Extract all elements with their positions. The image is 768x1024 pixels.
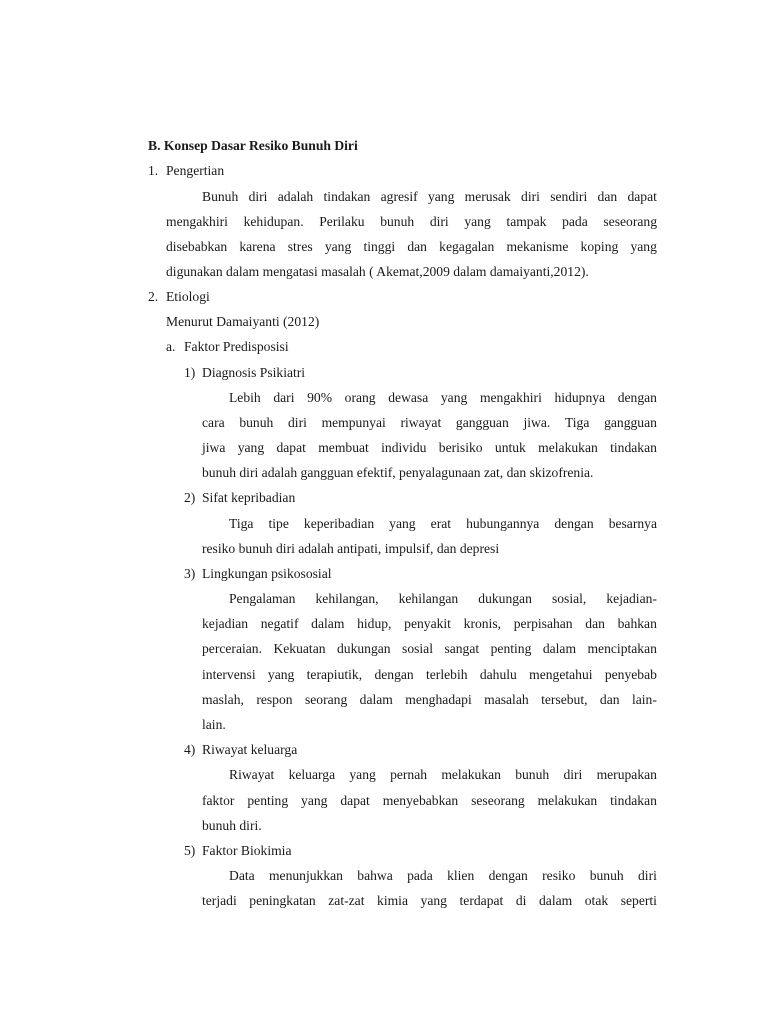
section-heading: B. Konsep Dasar Resiko Bunuh Diri [148, 138, 358, 153]
item-number: 2. [148, 289, 159, 304]
factor-line: lain. [202, 717, 226, 732]
factor-number: 1) [184, 365, 196, 380]
factor-title: Diagnosis Psikiatri [202, 365, 306, 380]
item-number: 1. [148, 163, 159, 178]
factor-title: Lingkungan psikososial [202, 566, 332, 581]
factor-line: Data menunjukkan bahwa pada klien dengan resiko bunuh diri [229, 868, 657, 883]
factor-line: kejadian negatif dalam hidup, penyakit kronis, perpisahan dan bahkan [202, 616, 657, 631]
factor-line: cara bunuh diri mempunyai riwayat gangguan jiwa. Tiga gangguan [202, 415, 657, 430]
paragraph-line: disebabkan karena stres yang tinggi dan kegagalan mekanisme koping yang [166, 239, 657, 254]
factor-line: Tiga tipe keperibadian yang erat hubungannya dengan besarnya [229, 516, 657, 531]
item-title-etiologi: Etiologi [166, 289, 210, 304]
subitem-letter: a. [166, 339, 176, 354]
factor-line: Lebih dari 90% orang dewasa yang mengakhiri hidupnya dengan [229, 390, 657, 405]
factor-title: Riwayat keluarga [202, 742, 298, 757]
factor-line: Pengalaman kehilangan, kehilangan dukungan sosial, kejadian- [229, 591, 657, 606]
factor-line: jiwa yang dapat membuat individu berisiko untuk melakukan tindakan [202, 440, 657, 455]
factor-line: terjadi peningkatan zat-zat kimia yang terdapat di dalam otak seperti [202, 893, 657, 908]
source-line: Menurut Damaiyanti (2012) [166, 314, 320, 329]
factor-title: Faktor Biokimia [202, 843, 292, 858]
paragraph-line: digunakan dalam mengatasi masalah ( Akemat,2009 dalam damaiyanti,2012). [166, 264, 589, 279]
factor-line: bunuh diri. [202, 818, 262, 833]
item-title-pengertian: Pengertian [166, 163, 225, 178]
factor-line: maslah, respon seorang dalam menghadapi masalah tersebut, dan lain- [202, 692, 657, 707]
factor-line: resiko bunuh diri adalah antipati, impulsif, dan depresi [202, 541, 500, 556]
factor-line: perceraian. Kekuatan dukungan sosial sangat penting dalam menciptakan [202, 641, 657, 656]
factor-title: Sifat kepribadian [202, 490, 296, 505]
factor-number: 4) [184, 742, 196, 757]
factor-line: faktor penting yang dapat menyebabkan seseorang melakukan tindakan [202, 793, 657, 808]
factor-line: intervensi yang terapiutik, dengan terlebih dahulu mengetahui penyebab [202, 667, 657, 682]
factor-number: 5) [184, 843, 196, 858]
factor-line: bunuh diri adalah gangguan efektif, penyalagunaan zat, dan skizofrenia. [202, 465, 594, 480]
paragraph-line: Bunuh diri adalah tindakan agresif yang merusak diri sendiri dan dapat [202, 189, 657, 204]
paragraph-line: mengakhiri kehidupan. Perilaku bunuh diri yang tampak pada seseorang [166, 214, 657, 229]
factor-number: 2) [184, 490, 196, 505]
subitem-title: Faktor Predisposisi [184, 339, 289, 354]
factor-number: 3) [184, 566, 196, 581]
factor-line: Riwayat keluarga yang pernah melakukan bunuh diri merupakan [229, 767, 657, 782]
